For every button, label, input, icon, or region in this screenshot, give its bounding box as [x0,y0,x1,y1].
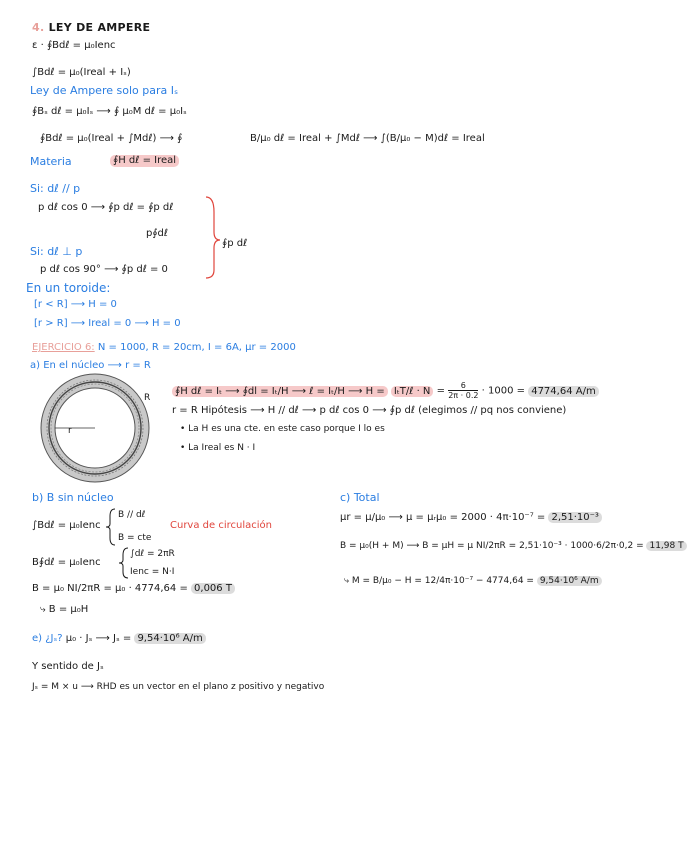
part-c-eq2-text: B = μ₀(H + M) ⟶ B = μH = μ NI/2πR = 2,51·10⁻³ · 1000·6/2π·0,2 = [340,541,644,551]
part-b-eq3-text: B = μ₀ NI/2πR = μ₀ · 4774,64 = [32,583,188,594]
materia-eq: ∮H dℓ = Ireal [110,155,179,167]
part-d-label: e) ¿Jₛ? [32,633,63,644]
part-b-curve-note: Curva de circulación [170,520,272,531]
materia-label: Materia [30,155,72,168]
case-parallel-eq2: p∮dℓ [146,228,169,239]
toroid-heading: En un toroide: [26,281,111,295]
exercise-label: EJERCICIO 6: [32,342,95,353]
part-b-eq3 [32,583,235,595]
part-a-eq-mult: · 1000 = [481,385,526,397]
part-a-bullet-1: • La H es una cte. en este caso porque I lo es [180,424,385,434]
part-a-label: a) En el núcleo ⟶ r = R [30,360,151,371]
part-c-mu: 2,51·10⁻³ [548,512,601,523]
ampere-total-current-line: ∫Bdℓ = μ₀(Ireal + Iₛ) [32,67,131,78]
part-d-eq: μ₀ · Jₛ ⟶ Jₛ = [65,633,132,644]
ampere-real-eq-b: B/μ₀ dℓ = Ireal + ∫Mdℓ ⟶ ∫(B/μ₀ − M)dℓ = Ireal [250,133,485,144]
part-c-label: c) Total [340,491,380,504]
part-a-eq-highlight: IₜT/ℓ · N [391,386,434,397]
part-a-frac-num: 6 [448,381,478,391]
part-c-eq1-text: μr = μ/μ₀ ⟶ μ = μᵣμ₀ = 2000 · 4π·10⁻⁷ = [340,512,546,523]
direction-heading: Y sentido de Jₛ [32,661,104,672]
ampere-real-eq-a: ∮Bdℓ = μ₀(Ireal + ∫Mdℓ) ⟶ ∮ [40,133,183,144]
part-b-result: 0,006 T [191,583,235,594]
part-d-result: 9,54·10⁶ A/m [134,633,205,644]
part-b-eq2: B∮dℓ = μ₀Ienc [32,557,101,568]
toroid-outside: [r > R] ⟶ Ireal = 0 ⟶ H = 0 [34,318,181,329]
part-b-eq4: ⤷ B = μ₀H [40,604,89,615]
case-perpendicular-eq: p dℓ cos 90° ⟶ ∮p dℓ = 0 [40,264,168,275]
case-perpendicular: Si: dℓ ⊥ p [30,245,83,258]
section-number: 4. [32,21,45,34]
toroid-inside: [r < R] ⟶ H = 0 [34,299,117,310]
part-b-eq1: ∫Bdℓ = μ₀Ienc [32,520,101,531]
part-b-brace-2: B = cte [118,533,152,543]
part-c-eq3 [344,575,602,587]
ampere-surface-eq: ∮Bₛ dℓ = μ₀Iₛ ⟶ ∮ μ₀M dℓ = μ₀Iₛ [32,106,187,117]
part-a-eq-equals: = [436,385,445,397]
part-a-bullet-2: • La Ireal es N · I [180,443,256,453]
ampere-law-line: ε · ∮Bdℓ = μ₀Ienc [32,40,116,51]
exercise-params: N = 1000, R = 20cm, I = 6A, μr = 2000 [97,342,296,353]
ampere-surface-heading: Ley de Ampere solo para Iₛ [30,84,179,97]
part-c-M: 9,54·10⁶ A/m [537,576,602,586]
figure-R-label: R [144,393,151,403]
part-a-hypothesis: r = R Hipótesis ⟶ H // dℓ ⟶ p dℓ cos 0 ⟶ ∮p dℓ (elegimos // pq nos conviene) [172,405,567,416]
part-a-frac-den: 2π · 0.2 [448,391,479,400]
part-b-sub-2: Ienc = N·I [130,567,175,577]
part-a-eq-start: ∮H dℓ = Iₜ ⟶ ∮dl = Iₜ/H ⟶ ℓ = Iₜ/H ⟶ H = [172,386,388,397]
part-c-eq2 [340,540,687,552]
part-c-eq1 [340,512,602,524]
part-d [32,633,206,645]
part-b-brace-1: B // dℓ [118,510,146,520]
part-a-result: 4774,64 A/m [528,386,598,397]
part-b-sub-1: ∫dℓ = 2πR [130,549,175,559]
case-parallel-eq: p dℓ cos 0 ⟶ ∮p dℓ = ∮p dℓ [38,202,174,213]
figure-r-label: r [68,426,72,436]
part-c-B: 11,98 T [646,541,686,551]
case-parallel: Si: dℓ // p [30,182,81,195]
part-b-label: b) B sin núcleo [32,491,114,504]
direction-eq: Jₛ = M × u ⟶ RHD es un vector en el plano z positivo y negativo [32,682,325,692]
part-c-eq3-text: ⤷ M = B/μ₀ − H = 12/4π·10⁻⁷ − 4774,64 = [344,576,534,586]
bracket-result: ∮p dℓ [222,238,248,249]
section-title: LEY DE AMPERE [48,21,151,34]
